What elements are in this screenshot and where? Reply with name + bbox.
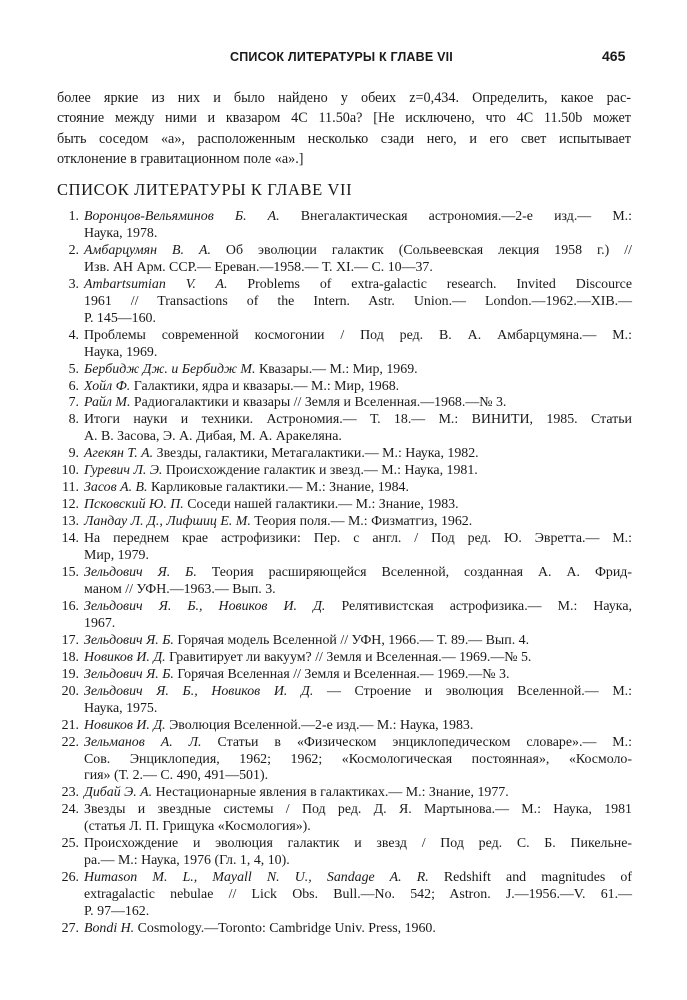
reference-line bbox=[84, 379, 632, 396]
reference-text: Redshift and magnitudes of bbox=[428, 870, 632, 886]
reference-line bbox=[84, 260, 632, 277]
reference-text: Галактики, ядра и квазары.— М.: Мир, 1968. bbox=[130, 378, 400, 394]
reference-author: Гуревич Л. Э. bbox=[84, 463, 163, 479]
reference-text: Наука, 1978. bbox=[84, 225, 158, 241]
reference-text: Теория расширяющейся Вселенной, созданная А. А. Фрид- bbox=[196, 565, 632, 581]
reference-item bbox=[57, 718, 632, 735]
reference-number: 18. bbox=[61, 649, 79, 665]
reference-number: 2. bbox=[68, 242, 79, 258]
reference-text: ра.— М.: Наука, 1976 (Гл. 1, 4, 10). bbox=[84, 853, 290, 869]
reference-item bbox=[57, 650, 632, 667]
reference-item bbox=[57, 599, 632, 633]
reference-item bbox=[57, 379, 632, 396]
reference-author: Воронцов-Вельяминов Б. А. bbox=[84, 209, 280, 224]
reference-line bbox=[84, 429, 632, 446]
reference-text: гия» (Т. 2.— С. 490, 491—501). bbox=[84, 768, 269, 784]
reference-line bbox=[84, 735, 632, 752]
reference-line bbox=[84, 718, 632, 735]
reference-item bbox=[57, 565, 632, 599]
reference-list bbox=[57, 209, 632, 938]
reference-item bbox=[57, 243, 632, 277]
reference-author: Зельдович Я. Б. bbox=[84, 666, 174, 682]
reference-number: 12. bbox=[61, 497, 79, 513]
reference-text: (статья Л. П. Грищука «Космология»). bbox=[84, 819, 311, 835]
reference-line bbox=[84, 667, 632, 684]
intro-line: стояние между ними и квазаром 4С 11.50а? [Не исключено, что 4С 11.50b может bbox=[57, 110, 631, 127]
reference-number: 21. bbox=[61, 717, 79, 733]
reference-text: Итоги науки и техники. Астрономия.— Т. 18.— М.: ВИНИТИ, 1985. Статьи bbox=[84, 412, 632, 428]
reference-author: Новиков И. Д. bbox=[84, 649, 166, 665]
reference-item bbox=[57, 395, 632, 412]
reference-author: Амбарцумян В. А. bbox=[84, 242, 211, 258]
reference-line bbox=[84, 904, 632, 921]
reference-author: Зельдович Я. Б. bbox=[84, 565, 197, 581]
reference-text: — Строение и эволюция Вселенной.— М.: bbox=[313, 683, 632, 699]
reference-line bbox=[84, 650, 632, 667]
reference-author: Зельдович Я. Б., Новиков И. Д. bbox=[84, 683, 314, 699]
reference-line bbox=[84, 277, 632, 294]
reference-number: 27. bbox=[61, 921, 79, 937]
reference-number: 3. bbox=[68, 276, 79, 292]
reference-text: 1961 // Transactions of the Intern. Astr. Union.— London.—1962.—XIB.— bbox=[84, 293, 632, 309]
reference-number: 17. bbox=[61, 632, 79, 648]
reference-number: 8. bbox=[68, 412, 79, 428]
reference-item bbox=[57, 785, 632, 802]
reference-number: 24. bbox=[61, 802, 79, 818]
intro-paragraph bbox=[57, 88, 631, 169]
reference-line bbox=[84, 921, 632, 938]
reference-text: Р. 145—160. bbox=[84, 310, 156, 326]
reference-number: 15. bbox=[61, 565, 79, 581]
reference-text: Горячая Вселенная // Земля и Вселенная.— 1969.—№ 3. bbox=[173, 666, 510, 682]
reference-line bbox=[84, 497, 632, 514]
reference-item bbox=[57, 277, 632, 328]
reference-line bbox=[84, 599, 632, 616]
reference-line bbox=[84, 463, 632, 480]
reference-line bbox=[84, 294, 632, 311]
reference-number: 16. bbox=[61, 598, 79, 614]
intro-line: отклонение в гравитационном поле «а».] bbox=[57, 150, 304, 167]
reference-item bbox=[57, 480, 632, 497]
reference-author: Дибай Э. А. bbox=[84, 785, 153, 801]
reference-text: Внегалактическая астрономия.—2-е изд.— М.: bbox=[279, 209, 633, 224]
reference-line bbox=[84, 701, 632, 718]
reference-item bbox=[57, 870, 632, 921]
reference-text: маном // УФН.—1963.— Вып. 3. bbox=[84, 581, 276, 597]
reference-line bbox=[84, 633, 632, 650]
reference-item bbox=[57, 412, 632, 446]
reference-author: Псковский Ю. П. bbox=[84, 497, 184, 513]
reference-text: Статьи в «Физическом энциклопедическом словаре».— М.: bbox=[201, 734, 632, 750]
reference-number: 7. bbox=[68, 395, 79, 411]
reference-item bbox=[57, 684, 632, 718]
reference-item bbox=[57, 446, 632, 463]
reference-text: Квазары.— М.: Мир, 1969. bbox=[255, 361, 418, 377]
reference-text: Радиогалактики и квазары // Земля и Вселенная.—1968.—№ 3. bbox=[130, 395, 507, 411]
reference-number: 1. bbox=[68, 209, 79, 224]
reference-line bbox=[84, 226, 632, 243]
reference-author: Новиков И. Д. bbox=[84, 717, 166, 733]
reference-text: P. 97—162. bbox=[84, 904, 150, 920]
reference-item bbox=[57, 497, 632, 514]
reference-number: 23. bbox=[61, 785, 79, 801]
reference-line bbox=[84, 836, 632, 853]
reference-text: Горячая модель Вселенной // УФН, 1966.— Т. 89.— Вып. 4. bbox=[173, 632, 530, 648]
reference-author: Хойл Ф. bbox=[84, 378, 131, 394]
reference-text: Теория поля.— М.: Физматгиз, 1962. bbox=[250, 514, 473, 530]
reference-number: 26. bbox=[61, 870, 79, 886]
reference-text: Problems of extra-galactic research. Invited Discource bbox=[227, 276, 632, 292]
reference-item bbox=[57, 802, 632, 836]
reference-text: На переднем крае астрофизики: Пер. с англ. / Под ред. Ю. Эвретта.— М.: bbox=[84, 531, 632, 547]
reference-text: Мир, 1979. bbox=[84, 548, 149, 564]
reference-text: Эволюция Вселенной.—2-е изд.— М.: Наука, 1983. bbox=[165, 717, 474, 733]
reference-text: Сов. Энциклопедия, 1962; 1962; «Космологическая постоянная», «Космоло- bbox=[84, 751, 632, 767]
reference-line bbox=[84, 480, 632, 497]
reference-text: Проблемы современной космогонии / Под ред. В. А. Амбарцумяна.— М.: bbox=[84, 327, 632, 343]
reference-author: Бербидж Дж. и Бербидж М. bbox=[84, 361, 256, 377]
reference-text: Звезды, галактики, Метагалактики.— М.: Наука, 1982. bbox=[153, 446, 479, 462]
reference-text: Происхождение галактик и звезд.— М.: Наука, 1981. bbox=[162, 463, 478, 479]
reference-text: Звезды и звездные системы / Под ред. Д. Я. Мартынова.— М.: Наука, 1981 bbox=[84, 802, 632, 818]
reference-author: Райл М. bbox=[84, 395, 131, 411]
reference-number: 20. bbox=[61, 683, 79, 699]
reference-item bbox=[57, 514, 632, 531]
reference-line bbox=[84, 870, 632, 887]
reference-line bbox=[84, 446, 632, 463]
reference-number: 13. bbox=[61, 514, 79, 530]
reference-item bbox=[57, 463, 632, 480]
reference-line bbox=[84, 514, 632, 531]
reference-number: 14. bbox=[61, 531, 79, 547]
reference-author: Агекян Т. А. bbox=[84, 446, 154, 462]
reference-author: Зельдович Я. Б. bbox=[84, 632, 174, 648]
reference-item bbox=[57, 735, 632, 786]
reference-author: Засов А. В. bbox=[84, 480, 148, 496]
reference-number: 19. bbox=[61, 666, 79, 682]
reference-author: Зельманов А. Л. bbox=[84, 734, 202, 750]
reference-line bbox=[84, 752, 632, 769]
reference-line bbox=[84, 616, 632, 633]
reference-line bbox=[84, 887, 632, 904]
intro-line: более яркие из них и было найдено у обеих z=0,434. Определить, какое рас- bbox=[57, 90, 631, 106]
reference-line bbox=[84, 565, 632, 582]
intro-line: быть соседом «а», расположенным несколько сзади него, и его свет испытывает bbox=[57, 130, 631, 147]
reference-line bbox=[84, 819, 632, 836]
reference-text: Соседи нашей галактики.— М.: Знание, 1983. bbox=[183, 497, 459, 513]
reference-item bbox=[57, 633, 632, 650]
reference-item bbox=[57, 362, 632, 379]
reference-text: Изв. АН Арм. ССР.— Ереван.—1958.— Т. XI.— С. 10—37. bbox=[84, 259, 433, 275]
reference-line bbox=[84, 548, 632, 565]
reference-item bbox=[57, 921, 632, 938]
reference-line bbox=[84, 311, 632, 328]
reference-item bbox=[57, 328, 632, 362]
reference-line bbox=[84, 802, 632, 819]
reference-number: 22. bbox=[61, 734, 79, 750]
section-title: СПИСОК ЛИТЕРАТУРЫ К ГЛАВЕ VII bbox=[57, 180, 353, 199]
reference-number: 4. bbox=[68, 327, 79, 343]
reference-item bbox=[57, 836, 632, 870]
reference-line bbox=[84, 328, 632, 345]
reference-line bbox=[84, 785, 632, 802]
reference-line bbox=[84, 345, 632, 362]
page-number: 465 bbox=[602, 48, 626, 64]
reference-author: Humason M. L., Mayall N. U., Sandage A. R. bbox=[84, 870, 429, 886]
reference-line bbox=[84, 209, 632, 226]
reference-text: Наука, 1969. bbox=[84, 344, 158, 360]
reference-author: Bondi H. bbox=[84, 921, 135, 937]
reference-author: Зельдович Я. Б., Новиков И. Д. bbox=[84, 598, 326, 614]
reference-item bbox=[57, 531, 632, 565]
reference-line bbox=[84, 531, 632, 548]
reference-text: Карликовые галактики.— М.: Знание, 1984. bbox=[147, 480, 409, 496]
reference-number: 11. bbox=[62, 480, 79, 496]
reference-author: Ландау Л. Д., Лифшиц Е. М. bbox=[84, 514, 251, 530]
reference-line bbox=[84, 582, 632, 599]
reference-number: 25. bbox=[61, 836, 79, 852]
reference-item bbox=[57, 209, 632, 243]
reference-text: А. В. Засова, Э. А. Дибая, М. А. Аракеляна. bbox=[84, 429, 342, 445]
reference-text: Об эволюции галактик (Сольвеевская лекция 1958 г.) // bbox=[210, 242, 632, 258]
reference-number: 9. bbox=[68, 446, 79, 462]
reference-text: Наука, 1975. bbox=[84, 700, 158, 716]
reference-text: Нестационарные явления в галактиках.— М.: Знание, 1977. bbox=[152, 785, 509, 801]
reference-item bbox=[57, 667, 632, 684]
reference-number: 10. bbox=[61, 463, 79, 479]
reference-text: 1967. bbox=[84, 615, 116, 631]
reference-line bbox=[84, 768, 632, 785]
reference-text: Cosmology.—Toronto: Cambridge Univ. Press, 1960. bbox=[134, 921, 436, 937]
reference-line bbox=[84, 243, 632, 260]
running-head: СПИСОК ЛИТЕРАТУРЫ К ГЛАВЕ VII bbox=[230, 50, 453, 64]
reference-number: 5. bbox=[68, 361, 79, 377]
reference-line bbox=[84, 362, 632, 379]
reference-line bbox=[84, 853, 632, 870]
reference-number: 6. bbox=[68, 378, 79, 394]
reference-text: Релятивистская астрофизика.— М.: Наука, bbox=[325, 598, 632, 614]
reference-line bbox=[84, 684, 632, 701]
reference-author: Ambartsumian V. A. bbox=[84, 276, 228, 292]
reference-line bbox=[84, 412, 632, 429]
reference-text: Происхождение и эволюция галактик и звезд / Под ред. С. Б. Пикельне- bbox=[84, 836, 632, 852]
reference-text: extragalactic nebulae // Lick Obs. Bull.—No. 542; Astron. J.—1956.—V. 61.— bbox=[84, 887, 632, 903]
reference-text: Гравитирует ли вакуум? // Земля и Вселенная.— 1969.—№ 5. bbox=[165, 649, 532, 665]
reference-line bbox=[84, 395, 632, 412]
